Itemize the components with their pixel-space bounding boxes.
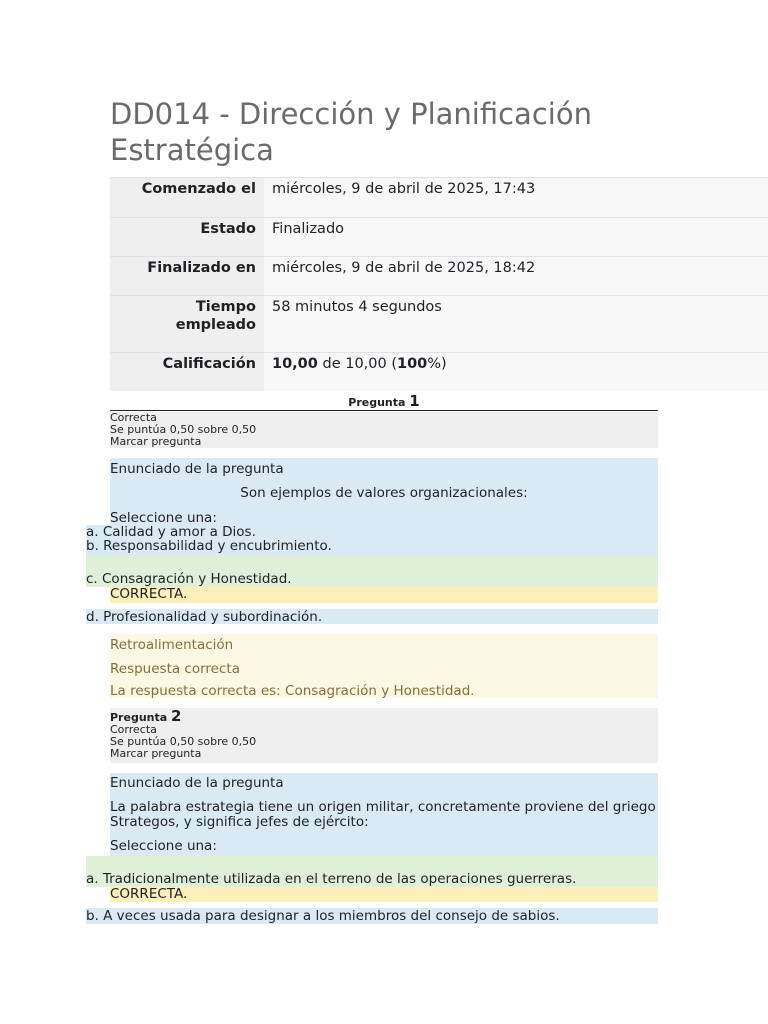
summary-row-grade bbox=[110, 352, 768, 391]
feedback-label: Respuesta correcta bbox=[110, 661, 240, 677]
question-1-feedback bbox=[110, 634, 658, 698]
answer-option-b[interactable]: b. A veces usada para designar a los miembros del consejo de sabios. bbox=[86, 908, 560, 924]
attempt-summary-table bbox=[110, 177, 768, 391]
page-title: DD014 - Dirección y Planificación Estratégica bbox=[110, 97, 592, 167]
feedback-heading: Retroalimentación bbox=[110, 637, 234, 653]
question-number: 2 bbox=[171, 707, 182, 725]
summary-label: Finalizado en bbox=[110, 257, 264, 295]
question-2-info bbox=[110, 708, 658, 763]
question-grade: Se puntúa 0,50 sobre 0,50 bbox=[110, 423, 257, 436]
feedback-text: La respuesta correcta es: Consagración y Honestidad. bbox=[110, 683, 475, 699]
correct-mark: CORRECTA. bbox=[110, 586, 188, 602]
grade-end: %) bbox=[427, 356, 447, 372]
grade-score: 10,00 bbox=[272, 356, 318, 372]
summary-row-started bbox=[110, 177, 768, 217]
summary-value: Finalizado bbox=[264, 218, 768, 256]
question-text-line-2: Strategos, y significa jefes de ejército: bbox=[110, 814, 369, 830]
correct-mark: CORRECTA. bbox=[110, 886, 188, 902]
summary-row-time bbox=[110, 295, 768, 352]
question-state: Correcta bbox=[110, 723, 157, 736]
question-text: Son ejemplos de valores organizacionales: bbox=[240, 485, 528, 501]
question-label: Pregunta bbox=[348, 396, 406, 409]
answer-option-b[interactable]: b. Responsabilidad y encubrimiento. bbox=[86, 538, 332, 554]
summary-value: miércoles, 9 de abril de 2025, 18:42 bbox=[264, 257, 768, 295]
question-1-info bbox=[110, 412, 658, 448]
select-prompt: Seleccione una: bbox=[110, 510, 217, 526]
correct-mark-bg bbox=[110, 587, 658, 603]
summary-label: Calificación bbox=[110, 353, 264, 391]
grade-of: de 10,00 ( bbox=[317, 356, 397, 372]
question-2-content bbox=[110, 773, 658, 856]
summary-label: Estado bbox=[110, 218, 264, 256]
question-2-header bbox=[110, 707, 658, 725]
answer-option-c[interactable]: c. Consagración y Honestidad. bbox=[86, 571, 292, 587]
question-grade: Se puntúa 0,50 sobre 0,50 bbox=[110, 735, 257, 748]
summary-row-state bbox=[110, 217, 768, 256]
statement-heading: Enunciado de la pregunta bbox=[110, 775, 284, 791]
summary-label: Tiempo empleado bbox=[110, 296, 264, 352]
question-number: 1 bbox=[409, 392, 420, 410]
summary-value bbox=[264, 353, 768, 391]
statement-heading: Enunciado de la pregunta bbox=[110, 461, 284, 477]
question-state: Correcta bbox=[110, 411, 157, 424]
flag-question-link[interactable]: Marcar pregunta bbox=[110, 435, 202, 448]
summary-value: miércoles, 9 de abril de 2025, 17:43 bbox=[264, 178, 768, 217]
question-label: Pregunta bbox=[110, 711, 168, 724]
question-1-header bbox=[110, 392, 658, 411]
answer-option-a[interactable]: a. Calidad y amor a Dios. bbox=[86, 524, 256, 540]
grade-percent: 100 bbox=[397, 356, 428, 372]
correct-mark-bg bbox=[110, 887, 658, 902]
answer-option-d[interactable]: d. Profesionalidad y subordinación. bbox=[86, 609, 323, 625]
answer-option-a[interactable]: a. Tradicionalmente utilizada en el terreno de las operaciones guerreras. bbox=[86, 871, 577, 887]
summary-row-finished bbox=[110, 256, 768, 295]
question-text-line-1: La palabra estrategia tiene un origen militar, concretamente proviene del griego bbox=[110, 799, 656, 815]
flag-question-link[interactable]: Marcar pregunta bbox=[110, 747, 202, 760]
summary-label: Comenzado el bbox=[110, 178, 264, 217]
select-prompt: Seleccione una: bbox=[110, 838, 217, 854]
summary-value: 58 minutos 4 segundos bbox=[264, 296, 768, 352]
